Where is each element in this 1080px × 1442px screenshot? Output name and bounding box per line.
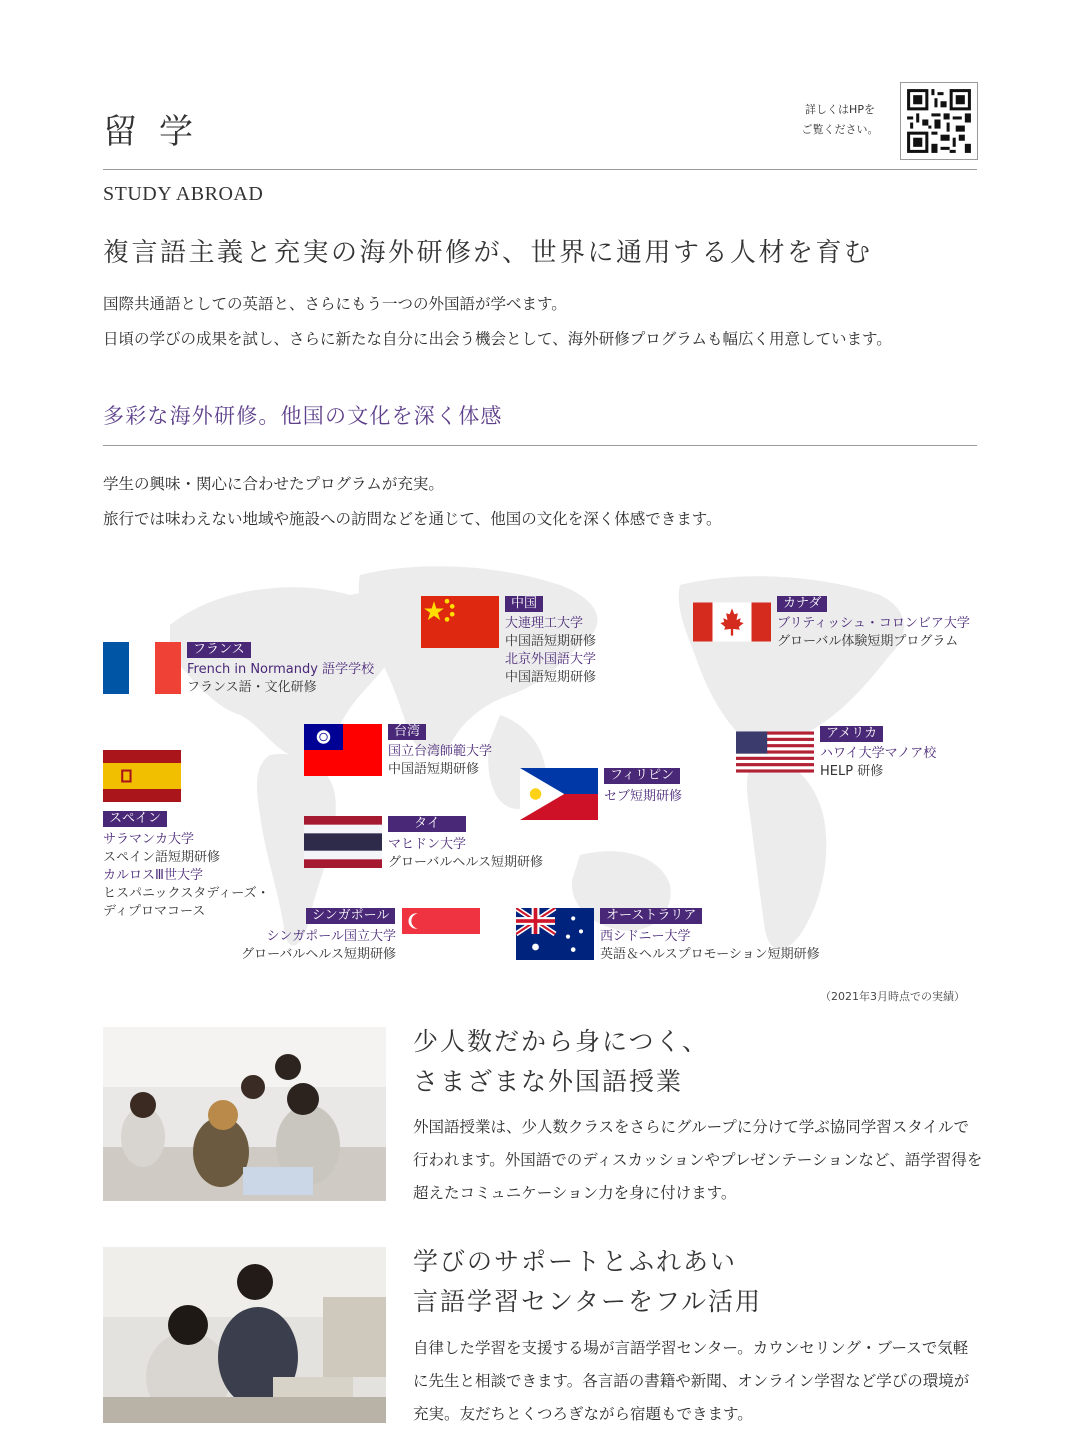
qr-note bbox=[790, 100, 890, 140]
programs-line1: 学生の興味・関心に合わせたプログラムが充実。 bbox=[103, 475, 444, 493]
feature2-heading-line1: 学びのサポートとふれあい bbox=[413, 1247, 738, 1276]
country-tag-philippines: フィリピン bbox=[604, 768, 680, 784]
school-name: カルロスⅢ世大学 bbox=[103, 868, 203, 883]
program-name: HELP 研修 bbox=[820, 764, 884, 779]
program-name: グローバル体験短期プログラム bbox=[777, 634, 959, 649]
country-info-singapore bbox=[226, 928, 396, 964]
country-info-taiwan bbox=[388, 743, 492, 779]
school-name: 北京外国語大学 bbox=[505, 652, 597, 667]
canada-flag-icon bbox=[693, 596, 771, 648]
feature2-body: 自律した学習を支援する場が言語学習センター。カウンセリング・ブースで気軽に先生と相談できます。各言語の書籍や新聞、オンライン学習など学びの環境が充実。友だちとくつろぎながら宿題もできます。 bbox=[413, 1339, 970, 1423]
france-flag-icon bbox=[103, 642, 181, 694]
country-tag-singapore: シンガポール bbox=[306, 908, 395, 924]
qr-code[interactable] bbox=[900, 82, 978, 160]
country-tag-france: フランス bbox=[187, 642, 251, 658]
country-tag-canada: カナダ bbox=[777, 596, 827, 612]
country-info-philippines bbox=[604, 788, 682, 806]
program-name: セブ短期研修 bbox=[604, 789, 683, 804]
school-name: ブリティッシュ・コロンビア大学 bbox=[777, 616, 970, 631]
school-name: French in Normandy 語学学校 bbox=[187, 662, 375, 677]
spain-flag-icon bbox=[103, 750, 181, 802]
program-name: 中国語短期研修 bbox=[388, 762, 480, 777]
school-name: シンガポール国立大学 bbox=[266, 929, 396, 944]
country-tag-australia: オーストラリア bbox=[600, 908, 702, 924]
program-name: 中国語短期研修 bbox=[505, 670, 597, 685]
feature1-heading bbox=[413, 1022, 709, 1102]
country-info-spain bbox=[103, 831, 270, 921]
qr-note-line2: ご覧ください。 bbox=[801, 123, 879, 136]
date-note: （2021年3月時点での実績） bbox=[820, 990, 965, 1003]
australia-flag-icon bbox=[516, 908, 594, 960]
programs-line2: 旅行では味わえない地域や施設への訪問などを通じて、他国の文化を深く体感できます。 bbox=[103, 510, 722, 528]
school-name: 西シドニー大学 bbox=[600, 929, 691, 944]
program-name: ヒスパニックスタディーズ・ bbox=[103, 886, 270, 901]
thailand-flag-icon bbox=[304, 816, 382, 868]
page-subtitle: STUDY ABROAD bbox=[103, 183, 264, 205]
school-name: ハワイ大学マノア校 bbox=[820, 746, 937, 761]
intro-line1: 国際共通語としての英語と、さらにもう一つの外国語が学べます。 bbox=[103, 295, 567, 313]
learning-center-photo bbox=[103, 1247, 386, 1423]
singapore-flag-icon bbox=[402, 908, 480, 960]
program-name: スペイン語短期研修 bbox=[103, 850, 221, 865]
country-info-france bbox=[187, 661, 374, 697]
country-tag-taiwan: 台湾 bbox=[388, 724, 426, 740]
program-name: ディプロマコース bbox=[103, 904, 206, 919]
feature1-body: 外国語授業は、少人数クラスをさらにグループに分けて学ぶ協同学習スタイルで行われます。外国語でのディスカッションやプレゼンテーションなど、語学習得を超えたコミュニケーション力を身に付けます。 bbox=[413, 1118, 983, 1202]
philippines-flag-icon bbox=[520, 768, 598, 820]
feature2-heading bbox=[413, 1242, 762, 1322]
feature1-heading-line1: 少人数だから身につく、 bbox=[413, 1027, 710, 1056]
programs-heading: 多彩な海外研修。他国の文化を深く体感 bbox=[103, 404, 503, 428]
china-flag-icon bbox=[421, 596, 499, 648]
program-name: グローバルヘルス短期研修 bbox=[241, 947, 396, 962]
feature1-heading-line2: さまざまな外国語授業 bbox=[413, 1067, 684, 1096]
country-info-thailand bbox=[388, 836, 543, 872]
country-tag-thailand: タイ bbox=[388, 816, 466, 832]
country-tag-china: 中国 bbox=[505, 596, 543, 612]
school-name: サラマンカ大学 bbox=[103, 832, 195, 847]
school-name: 国立台湾師範大学 bbox=[388, 744, 493, 759]
programs-text bbox=[103, 467, 721, 537]
school-name: マヒドン大学 bbox=[388, 837, 467, 852]
program-name: 英語＆ヘルスプロモーション短期研修 bbox=[600, 947, 820, 962]
intro-text bbox=[103, 287, 892, 357]
header-rule bbox=[103, 169, 977, 170]
program-name: 中国語短期研修 bbox=[505, 634, 597, 649]
page-title: 留学 bbox=[103, 112, 215, 152]
country-info-canada bbox=[777, 615, 970, 651]
programs-rule bbox=[103, 445, 977, 446]
feature2-heading-line2: 言語学習センターをフル活用 bbox=[413, 1287, 763, 1316]
main-headline: 複言語主義と充実の海外研修が、世界に通用する人材を育む bbox=[103, 238, 873, 268]
country-info-china bbox=[505, 615, 596, 687]
country-tag-spain: スペイン bbox=[103, 811, 167, 827]
qr-code-image bbox=[901, 83, 977, 159]
intro-line2: 日頃の学びの成果を試し、さらに新たな自分に出会う機会として、海外研修プログラムも幅広く用意しています。 bbox=[103, 330, 892, 348]
classroom-photo bbox=[103, 1027, 386, 1201]
program-name: フランス語・文化研修 bbox=[187, 680, 317, 695]
school-name: 大連理工大学 bbox=[505, 616, 584, 631]
usa-flag-icon bbox=[736, 726, 814, 778]
program-name: グローバルヘルス短期研修 bbox=[388, 855, 543, 870]
qr-note-line1: 詳しくはHPを bbox=[805, 103, 875, 116]
taiwan-flag-icon bbox=[304, 724, 382, 776]
country-tag-usa: アメリカ bbox=[820, 726, 883, 742]
country-info-australia bbox=[600, 928, 820, 964]
country-info-usa bbox=[820, 745, 936, 781]
